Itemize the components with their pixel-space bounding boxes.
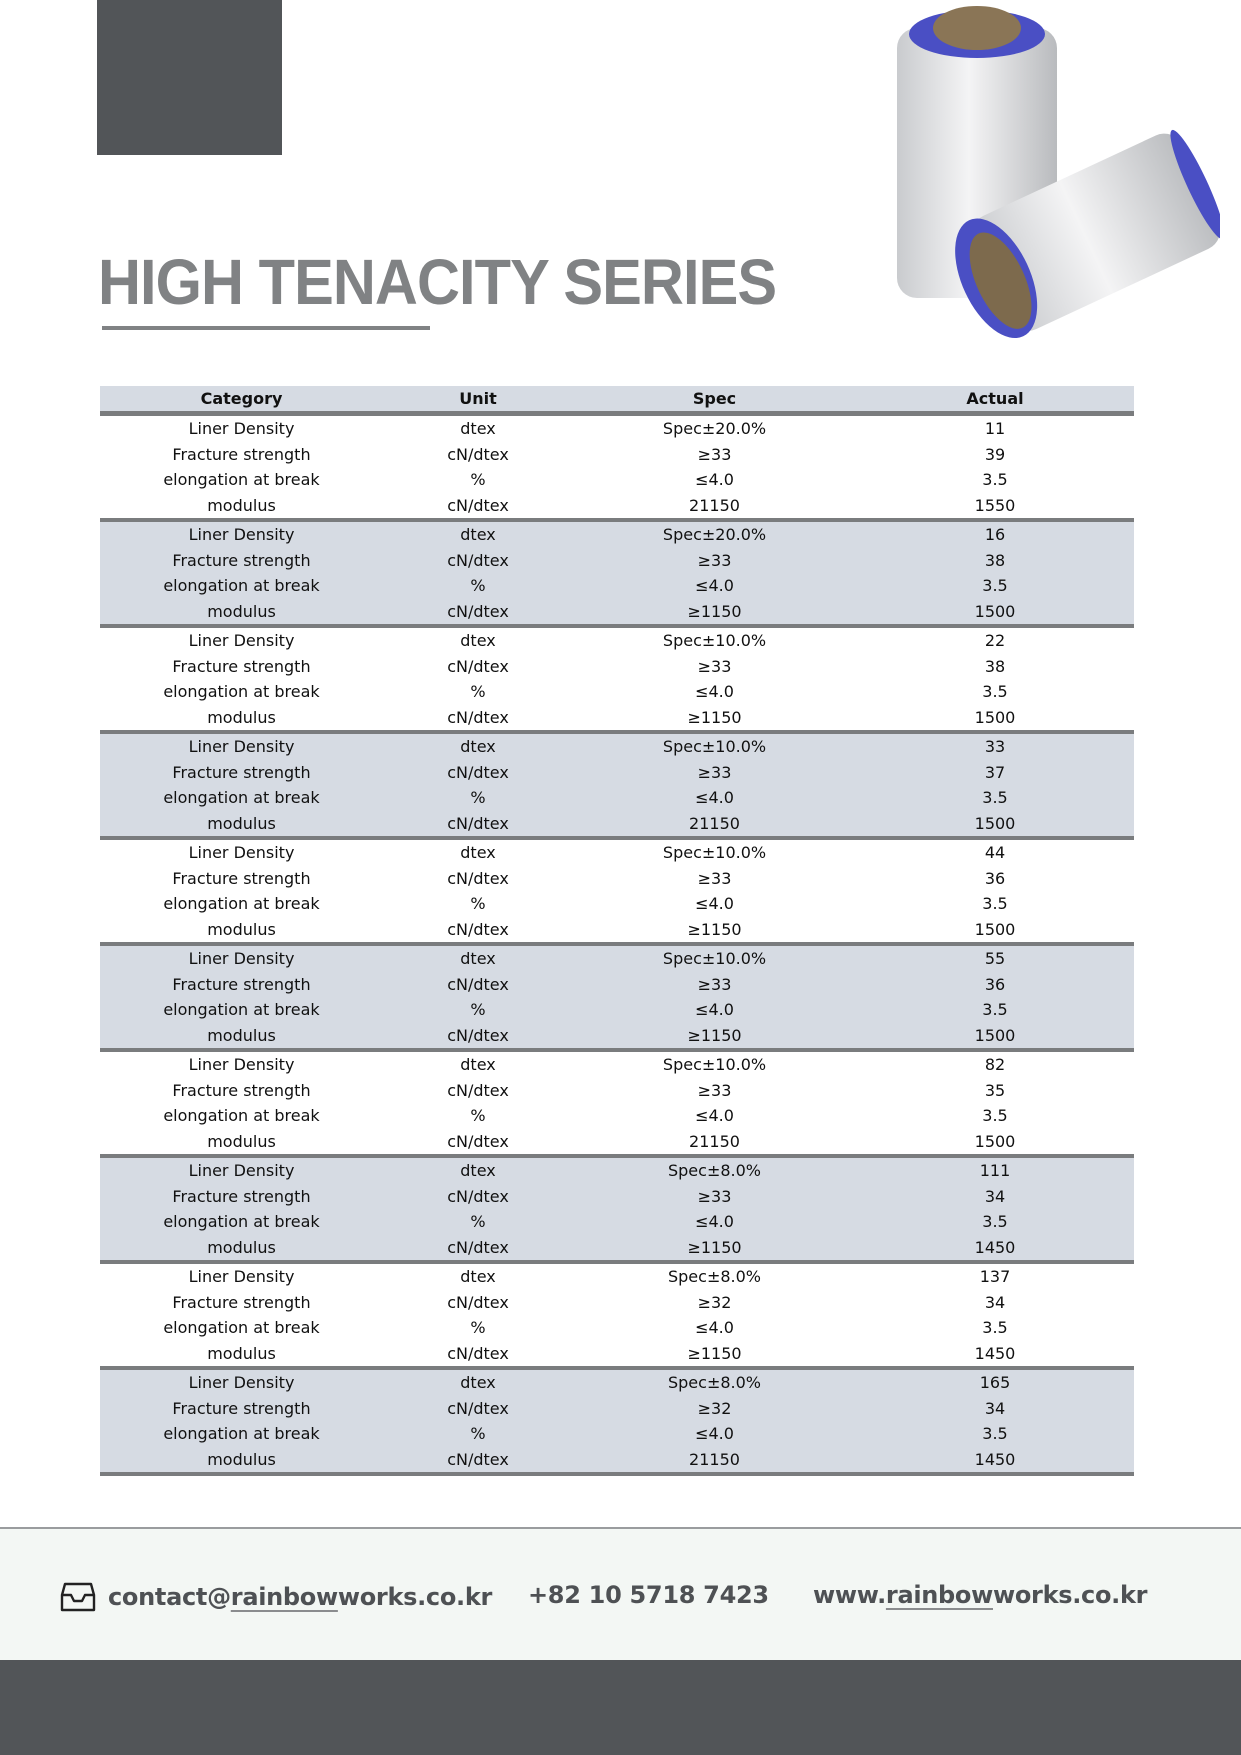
product-group — [100, 734, 1134, 840]
table-row — [100, 1341, 1134, 1367]
cell-spec: ≥32 — [697, 1398, 732, 1418]
cell-category: modulus — [207, 601, 276, 621]
cell-actual: 38 — [984, 656, 1006, 676]
cell-category: Fracture strength — [172, 762, 311, 782]
cell-category: Fracture strength — [172, 1292, 311, 1312]
column-header-spec: Spec — [692, 389, 737, 408]
cell-category: Fracture strength — [172, 974, 311, 994]
cell-actual: 1450 — [974, 1343, 1016, 1363]
cell-actual: 3.5 — [982, 1318, 1008, 1338]
cell-actual: 3.5 — [982, 894, 1008, 914]
table-row — [100, 548, 1134, 574]
cell-category: elongation at break — [163, 1424, 320, 1444]
cell-unit: cN/dtex — [447, 1080, 509, 1100]
cell-unit: cN/dtex — [447, 762, 509, 782]
footer-dark-band — [0, 1660, 1241, 1755]
cell-spec: ≤4.0 — [695, 470, 734, 490]
table-row — [100, 997, 1134, 1023]
cell-actual: 34 — [984, 1398, 1006, 1418]
cell-category: Liner Density — [188, 843, 295, 863]
cell-spec: ≤4.0 — [695, 576, 734, 596]
cell-unit: cN/dtex — [447, 495, 509, 515]
page-title: HIGH TENACITY SERIES — [98, 246, 777, 318]
product-group — [100, 946, 1134, 1052]
table-row — [100, 416, 1134, 442]
cell-unit: dtex — [460, 1373, 496, 1393]
cell-actual: 3.5 — [982, 1000, 1008, 1020]
table-row — [100, 599, 1134, 625]
cell-category: modulus — [207, 1343, 276, 1363]
table-row — [100, 946, 1134, 972]
cell-unit: dtex — [460, 419, 496, 439]
cell-unit: cN/dtex — [447, 601, 509, 621]
cell-unit: cN/dtex — [447, 868, 509, 888]
cell-actual: 44 — [984, 843, 1006, 863]
table-row — [100, 1184, 1134, 1210]
cell-actual: 34 — [984, 1292, 1006, 1312]
table-row — [100, 705, 1134, 731]
cell-actual: 3.5 — [982, 682, 1008, 702]
cell-spec: ≤4.0 — [695, 1318, 734, 1338]
table-row — [100, 811, 1134, 837]
cell-category: Fracture strength — [172, 1080, 311, 1100]
product-group — [100, 1264, 1134, 1370]
cell-spec: Spec±20.0% — [662, 419, 767, 439]
table-row — [100, 891, 1134, 917]
cell-spec: Spec±8.0% — [667, 1267, 761, 1287]
cell-unit: dtex — [460, 843, 496, 863]
cell-unit: cN/dtex — [447, 707, 509, 727]
product-group — [100, 522, 1134, 628]
cell-category: modulus — [207, 1237, 276, 1257]
table-row — [100, 1158, 1134, 1184]
cell-category: elongation at break — [163, 1106, 320, 1126]
cell-actual: 36 — [984, 974, 1006, 994]
cell-spec: ≥33 — [697, 1186, 732, 1206]
cell-unit: % — [470, 682, 486, 702]
cell-actual: 33 — [984, 737, 1006, 757]
cell-unit: cN/dtex — [447, 1237, 509, 1257]
cell-actual: 36 — [984, 868, 1006, 888]
cell-actual: 1500 — [974, 601, 1016, 621]
cell-actual: 3.5 — [982, 470, 1008, 490]
cell-category: elongation at break — [163, 576, 320, 596]
cell-actual: 1450 — [974, 1237, 1016, 1257]
cell-spec: 21150 — [689, 1449, 740, 1469]
cell-unit: % — [470, 894, 486, 914]
cell-unit: % — [470, 1424, 486, 1444]
cell-spec: ≥33 — [697, 444, 732, 464]
cell-category: elongation at break — [163, 788, 320, 808]
cell-spec: ≥1150 — [687, 1025, 742, 1045]
cell-spec: ≤4.0 — [695, 894, 734, 914]
cell-category: modulus — [207, 1131, 276, 1151]
cell-category: elongation at break — [163, 1318, 320, 1338]
cell-unit: % — [470, 1000, 486, 1020]
cell-unit: cN/dtex — [447, 1292, 509, 1312]
cell-unit: % — [470, 1212, 486, 1232]
table-row — [100, 1052, 1134, 1078]
cell-category: Liner Density — [188, 525, 295, 545]
web-suffix: works.co.kr — [993, 1581, 1148, 1609]
cell-spec: ≤4.0 — [695, 682, 734, 702]
web-underlined: rainbow — [885, 1581, 993, 1609]
cell-actual: 35 — [984, 1080, 1006, 1100]
cell-unit: % — [470, 1106, 486, 1126]
cell-actual: 137 — [979, 1267, 1011, 1287]
cell-category: Fracture strength — [172, 1186, 311, 1206]
cell-unit: cN/dtex — [447, 1398, 509, 1418]
cell-unit: cN/dtex — [447, 1025, 509, 1045]
cell-actual: 39 — [984, 444, 1006, 464]
web-prefix: www. — [813, 1581, 886, 1609]
cell-unit: cN/dtex — [447, 1343, 509, 1363]
cell-actual: 111 — [979, 1161, 1011, 1181]
cell-spec: ≥1150 — [687, 1343, 742, 1363]
cell-category: elongation at break — [163, 682, 320, 702]
cell-unit: cN/dtex — [447, 550, 509, 570]
cell-spec: ≥33 — [697, 762, 732, 782]
cell-category: Fracture strength — [172, 1398, 311, 1418]
cell-spec: ≥33 — [697, 550, 732, 570]
cell-unit: cN/dtex — [447, 813, 509, 833]
product-group — [100, 1158, 1134, 1264]
cell-actual: 1500 — [974, 813, 1016, 833]
decorative-dark-block — [97, 0, 282, 155]
table-row — [100, 1447, 1134, 1473]
cell-category: elongation at break — [163, 894, 320, 914]
column-header-category: Category — [200, 389, 283, 408]
cell-spec: ≥33 — [697, 974, 732, 994]
email-underlined: rainbow — [230, 1583, 338, 1611]
cell-category: modulus — [207, 1449, 276, 1469]
table-row — [100, 1078, 1134, 1104]
cell-unit: cN/dtex — [447, 1186, 509, 1206]
cell-spec: ≥1150 — [687, 1237, 742, 1257]
product-group — [100, 1052, 1134, 1158]
cell-category: modulus — [207, 707, 276, 727]
cell-spec: Spec±20.0% — [662, 525, 767, 545]
cell-actual: 37 — [984, 762, 1006, 782]
cell-category: elongation at break — [163, 1212, 320, 1232]
cell-category: Fracture strength — [172, 550, 311, 570]
cell-spec: Spec±8.0% — [667, 1161, 761, 1181]
cell-actual: 1500 — [974, 919, 1016, 939]
cell-spec: ≤4.0 — [695, 1424, 734, 1444]
table-row — [100, 1235, 1134, 1261]
contact-website[interactable] — [813, 1581, 1147, 1609]
cell-actual: 165 — [979, 1373, 1011, 1393]
cell-actual: 3.5 — [982, 576, 1008, 596]
table-row — [100, 573, 1134, 599]
title-underline — [102, 326, 430, 330]
table-row — [100, 679, 1134, 705]
cell-actual: 11 — [984, 419, 1006, 439]
table-row — [100, 1209, 1134, 1235]
cell-category: Fracture strength — [172, 444, 311, 464]
cell-spec: ≥32 — [697, 1292, 732, 1312]
table-row — [100, 1290, 1134, 1316]
table-row — [100, 1315, 1134, 1341]
cell-unit: dtex — [460, 949, 496, 969]
cell-category: modulus — [207, 813, 276, 833]
cell-spec: ≥33 — [697, 656, 732, 676]
cell-unit: % — [470, 1318, 486, 1338]
cell-unit: dtex — [460, 1267, 496, 1287]
cell-category: modulus — [207, 919, 276, 939]
product-group — [100, 1370, 1134, 1476]
cell-actual: 3.5 — [982, 1212, 1008, 1232]
table-row — [100, 442, 1134, 468]
table-row — [100, 493, 1134, 519]
cell-category: Liner Density — [188, 419, 295, 439]
cell-spec: ≥33 — [697, 1080, 732, 1100]
cell-unit: dtex — [460, 631, 496, 651]
table-row — [100, 654, 1134, 680]
table-row — [100, 1396, 1134, 1422]
cell-category: Liner Density — [188, 631, 295, 651]
table-row — [100, 522, 1134, 548]
cell-actual: 1500 — [974, 1025, 1016, 1045]
table-row — [100, 785, 1134, 811]
cell-spec: Spec±8.0% — [667, 1373, 761, 1393]
cell-category: elongation at break — [163, 470, 320, 490]
cell-unit: % — [470, 576, 486, 596]
cell-unit: dtex — [460, 1055, 496, 1075]
cell-actual: 38 — [984, 550, 1006, 570]
cell-unit: dtex — [460, 1161, 496, 1181]
cell-unit: dtex — [460, 525, 496, 545]
cell-spec: ≤4.0 — [695, 1106, 734, 1126]
cell-actual: 34 — [984, 1186, 1006, 1206]
yarn-spools-image — [885, 0, 1220, 345]
table-row — [100, 1264, 1134, 1290]
cell-spec: ≥33 — [697, 868, 732, 888]
cell-category: Liner Density — [188, 1161, 295, 1181]
cell-actual: 3.5 — [982, 1424, 1008, 1444]
column-header-unit: Unit — [459, 389, 497, 408]
table-row — [100, 1103, 1134, 1129]
cell-spec: ≥1150 — [687, 707, 742, 727]
cell-category: Liner Density — [188, 949, 295, 969]
cell-actual: 1550 — [974, 495, 1016, 515]
table-row — [100, 917, 1134, 943]
cell-category: Liner Density — [188, 1267, 295, 1287]
cell-unit: % — [470, 788, 486, 808]
cell-unit: cN/dtex — [447, 919, 509, 939]
cell-category: Liner Density — [188, 737, 295, 757]
cell-category: elongation at break — [163, 1000, 320, 1020]
cell-category: Liner Density — [188, 1373, 295, 1393]
cell-spec: ≥1150 — [687, 601, 742, 621]
table-row — [100, 467, 1134, 493]
cell-actual: 16 — [984, 525, 1006, 545]
cell-category: Fracture strength — [172, 656, 311, 676]
cell-unit: % — [470, 470, 486, 490]
cell-unit: cN/dtex — [447, 974, 509, 994]
table-row — [100, 1129, 1134, 1155]
contact-email[interactable] — [60, 1581, 492, 1613]
cell-spec: 21150 — [689, 495, 740, 515]
table-header — [100, 386, 1134, 416]
inbox-icon — [60, 1581, 96, 1613]
table-row — [100, 866, 1134, 892]
cell-actual: 55 — [984, 949, 1006, 969]
column-header-actual: Actual — [966, 389, 1024, 408]
spec-table — [100, 386, 1134, 1476]
table-row — [100, 840, 1134, 866]
cell-spec: Spec±10.0% — [662, 949, 767, 969]
cell-spec: ≥1150 — [687, 919, 742, 939]
table-row — [100, 1370, 1134, 1396]
cell-category: Liner Density — [188, 1055, 295, 1075]
cell-spec: ≤4.0 — [695, 1212, 734, 1232]
cell-actual: 22 — [984, 631, 1006, 651]
cell-actual: 3.5 — [982, 1106, 1008, 1126]
table-row — [100, 734, 1134, 760]
table-row — [100, 1023, 1134, 1049]
cell-category: modulus — [207, 495, 276, 515]
table-row — [100, 1421, 1134, 1447]
email-prefix: contact@ — [108, 1583, 231, 1611]
cell-spec: Spec±10.0% — [662, 631, 767, 651]
product-group — [100, 628, 1134, 734]
cell-spec: 21150 — [689, 1131, 740, 1151]
cell-spec: Spec±10.0% — [662, 1055, 767, 1075]
cell-unit: cN/dtex — [447, 1449, 509, 1469]
cell-actual: 1500 — [974, 1131, 1016, 1151]
table-row — [100, 972, 1134, 998]
contact-phone[interactable] — [528, 1581, 769, 1609]
table-body — [100, 416, 1134, 1476]
cell-spec: ≤4.0 — [695, 788, 734, 808]
cell-spec: 21150 — [689, 813, 740, 833]
cell-spec: Spec±10.0% — [662, 843, 767, 863]
cell-category: Fracture strength — [172, 868, 311, 888]
cell-spec: ≤4.0 — [695, 1000, 734, 1020]
product-group — [100, 840, 1134, 946]
cell-unit: cN/dtex — [447, 444, 509, 464]
table-row — [100, 760, 1134, 786]
cell-spec: Spec±10.0% — [662, 737, 767, 757]
cell-unit: cN/dtex — [447, 1131, 509, 1151]
email-suffix: works.co.kr — [337, 1583, 493, 1611]
cell-unit: cN/dtex — [447, 656, 509, 676]
cell-category: modulus — [207, 1025, 276, 1045]
phone-number: +82 10 5718 7423 — [528, 1581, 769, 1609]
table-row — [100, 628, 1134, 654]
cell-actual: 82 — [984, 1055, 1006, 1075]
cell-unit: dtex — [460, 737, 496, 757]
cell-actual: 1500 — [974, 707, 1016, 727]
cell-actual: 3.5 — [982, 788, 1008, 808]
cell-actual: 1450 — [974, 1449, 1016, 1469]
product-group — [100, 416, 1134, 522]
